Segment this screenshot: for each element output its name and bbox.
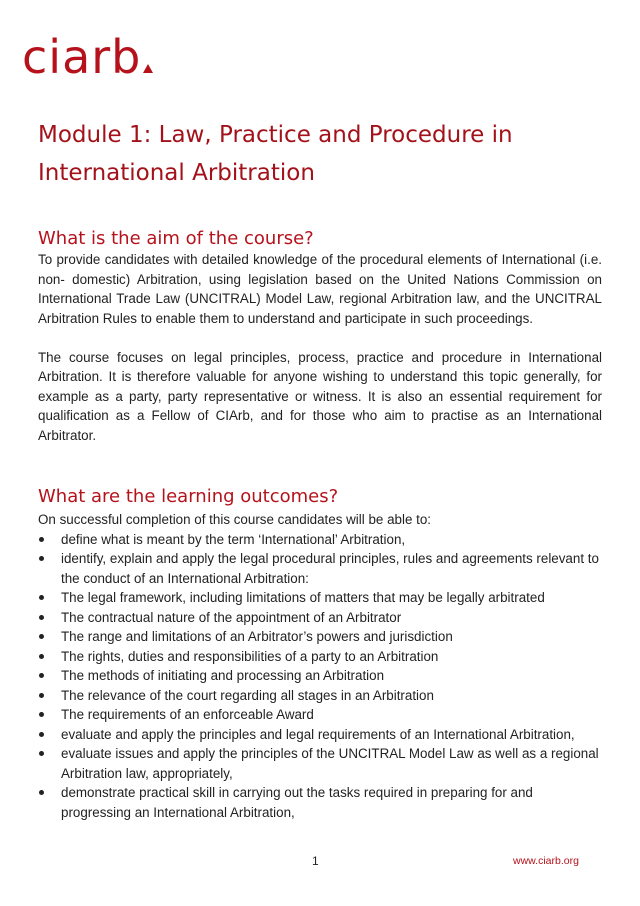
bullet-icon <box>39 732 44 737</box>
list-item: identify, explain and apply the legal procedural principles, rules and agreements relevant to the conduct of an International Arbitration: <box>38 549 602 588</box>
aim-paragraph-1: To provide candidates with detailed knowledge of the procedural elements of International (i.e. non- domestic) Arbitration, using legislation based on the United Nations Commission on International Trade Law (UNCITRAL) Model Law, regional Arbitration law, and the UNCITRAL Arbitration Rules to enable them to understand and participate in such proceedings. <box>38 252 602 326</box>
page-number: 1 <box>312 854 319 868</box>
bullet-icon <box>39 615 44 620</box>
bullet-icon <box>39 537 44 542</box>
list-item: define what is meant by the term ‘International’ Arbitration, <box>38 530 602 550</box>
bullet-icon <box>39 556 44 561</box>
list-item: evaluate issues and apply the principles of the UNCITRAL Model Law as well as a regional Arbitration law, appropriately, <box>38 744 602 783</box>
list-item: The relevance of the court regarding all stages in an Arbitration <box>38 686 602 706</box>
outcomes-list <box>38 530 602 823</box>
bullet-icon <box>39 595 44 600</box>
page-title: Module 1: Law, Practice and Procedure in International Arbitration <box>38 122 513 186</box>
ciarb-logo <box>22 30 153 84</box>
list-item: demonstrate practical skill in carrying out the tasks required in preparing for and progressing an International Arbitration, <box>38 783 602 822</box>
list-item: The contractual nature of the appointment of an Arbitrator <box>38 608 602 628</box>
bullet-icon <box>39 673 44 678</box>
list-item: The methods of initiating and processing an Arbitration <box>38 666 602 686</box>
list-item: evaluate and apply the principles and legal requirements of an International Arbitration, <box>38 725 602 745</box>
bullet-icon <box>39 790 44 795</box>
bullet-icon <box>39 712 44 717</box>
bullet-icon <box>39 634 44 639</box>
aim-section <box>38 228 602 445</box>
list-item: The requirements of an enforceable Award <box>38 705 602 725</box>
logo-text: ciarb <box>22 30 142 84</box>
bullet-icon <box>39 654 44 659</box>
outcomes-intro: On successful completion of this course candidates will be able to: <box>38 512 431 527</box>
bullet-icon <box>39 751 44 756</box>
list-item: The legal framework, including limitations of matters that may be legally arbitrated <box>38 588 602 608</box>
outcomes-section <box>38 486 602 822</box>
list-item: The rights, duties and responsibilities of a party to an Arbitration <box>38 647 602 667</box>
aim-paragraph-2: The course focuses on legal principles, process, practice and procedure in International Arbitration. It is therefore valuable for anyone wishing to understand this topic generally, for example as a party, party representative or witness. It is also an essential requirement for qualification as a Fellow of CIArb, and for those who aim to practise as an International Arbitrator. <box>38 349 602 443</box>
outcomes-heading: What are the learning outcomes? <box>38 486 339 507</box>
bullet-icon <box>39 693 44 698</box>
list-item: The range and limitations of an Arbitrator’s powers and jurisdiction <box>38 627 602 647</box>
aim-heading: What is the aim of the course? <box>38 228 314 249</box>
footer-url-link[interactable]: www.ciarb.org <box>513 855 579 867</box>
logo-triangle-icon <box>143 64 153 73</box>
